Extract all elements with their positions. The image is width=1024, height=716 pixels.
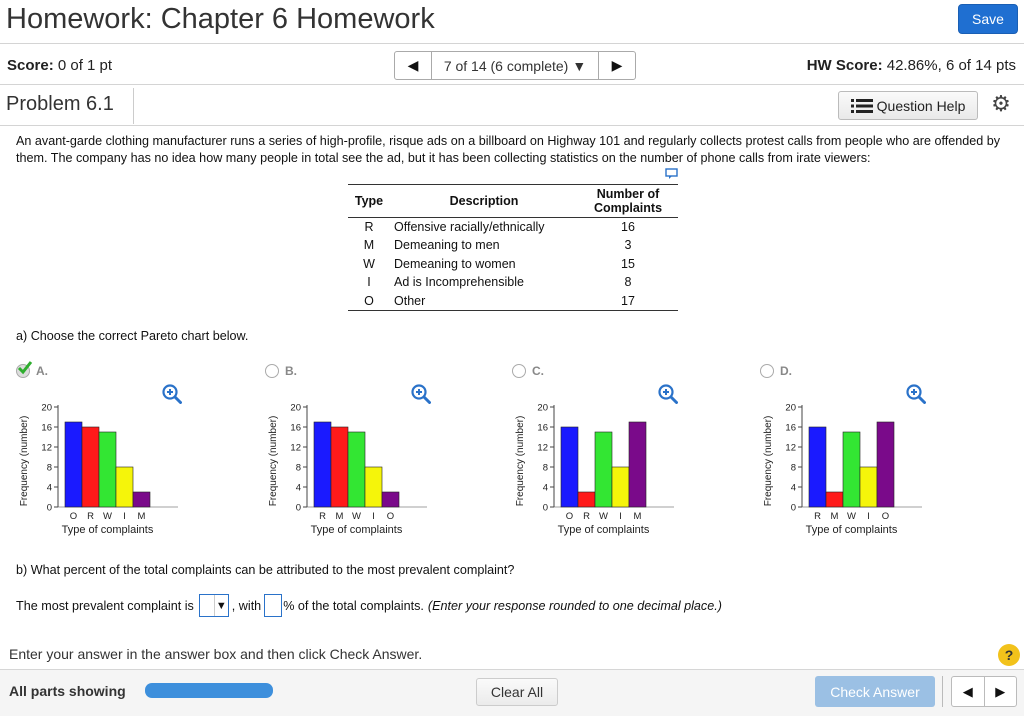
- description-cell: Demeaning to men: [394, 238, 500, 253]
- x-tick-label: M: [335, 511, 344, 522]
- score-display: [7, 57, 112, 74]
- bar: [382, 492, 399, 507]
- column-header: Description: [390, 185, 578, 218]
- x-tick-label: W: [847, 511, 856, 522]
- x-tick-label: W: [599, 511, 608, 522]
- gear-icon[interactable]: ⚙: [991, 91, 1011, 116]
- prev-question-button[interactable]: ◀: [407, 57, 419, 73]
- y-tick-label: 8: [46, 462, 52, 474]
- description-cell: Offensive racially/ethnically: [394, 220, 545, 234]
- count-cell: 16: [621, 220, 635, 234]
- y-tick-label: 4: [295, 482, 301, 494]
- question-navigator: [394, 51, 636, 80]
- chart-option-b[interactable]: [265, 362, 505, 547]
- x-tick-label: O: [69, 511, 78, 522]
- option-label: C.: [532, 364, 544, 378]
- y-tick-label: 8: [295, 462, 301, 474]
- answer-text-before: The most prevalent complaint is: [16, 598, 194, 613]
- bar: [578, 492, 595, 507]
- table-row: [348, 218, 678, 237]
- x-tick-label: I: [867, 511, 870, 522]
- dropdown-arrow-icon: ▼: [572, 57, 587, 74]
- hw-score-value: 42.86%, 6 of 14 pts: [886, 57, 1016, 74]
- chart-option-c[interactable]: [512, 362, 752, 547]
- x-axis-label: Type of complaints: [310, 524, 403, 536]
- pareto-chart: [16, 394, 181, 544]
- y-tick-label: 0: [295, 502, 301, 514]
- column-header: Type: [348, 185, 390, 218]
- bar: [314, 422, 331, 507]
- y-tick-label: 16: [41, 422, 52, 434]
- bar: [348, 432, 365, 507]
- question-help-label: Question Help: [876, 97, 966, 114]
- y-tick-label: 12: [41, 442, 52, 454]
- chart-option-d[interactable]: [760, 362, 1000, 547]
- y-tick-label: 8: [542, 462, 548, 474]
- y-tick-label: 0: [542, 502, 548, 514]
- x-tick-label: R: [814, 511, 821, 522]
- progress-bar: [145, 683, 273, 698]
- part-a-question: a) Choose the correct Pareto chart below.: [16, 329, 249, 343]
- type-cell: W: [363, 256, 375, 271]
- chart-option-a[interactable]: [16, 362, 256, 547]
- type-cell: O: [348, 292, 390, 311]
- table-row: [348, 273, 678, 292]
- list-icon: [851, 99, 873, 113]
- pareto-chart: [265, 394, 430, 544]
- save-button[interactable]: Save: [958, 4, 1018, 34]
- divider: [133, 88, 134, 124]
- help-icon[interactable]: ?: [998, 644, 1020, 666]
- option-radio[interactable]: [512, 364, 526, 378]
- question-selector[interactable]: [431, 52, 599, 79]
- x-axis-label: Type of complaints: [805, 524, 898, 536]
- part-b-question: b) What percent of the total complaints can be attributed to the most prevalent complaint?: [16, 563, 515, 577]
- type-cell: M: [363, 238, 375, 253]
- complaint-dropdown[interactable]: [199, 594, 229, 617]
- y-tick-label: 16: [537, 422, 548, 434]
- problem-title: Problem 6.1: [6, 93, 114, 115]
- answer-text-after: % of the total complaints.: [283, 598, 424, 613]
- y-tick-label: 16: [785, 422, 796, 434]
- option-label: D.: [780, 364, 792, 378]
- y-tick-label: 20: [537, 402, 548, 414]
- x-axis-label: Type of complaints: [557, 524, 650, 536]
- hw-score-display: [807, 57, 1016, 74]
- footer-question-nav: [951, 676, 1017, 707]
- bar: [629, 422, 646, 507]
- y-tick-label: 0: [46, 502, 52, 514]
- x-tick-label: I: [123, 511, 126, 522]
- score-value: 0 of 1 pt: [57, 57, 113, 74]
- bar: [133, 492, 150, 507]
- description-cell: Other: [390, 292, 578, 311]
- x-tick-label: M: [830, 511, 839, 522]
- bar: [82, 427, 99, 507]
- option-radio[interactable]: [265, 364, 279, 378]
- divider: [0, 125, 1024, 126]
- bar: [809, 427, 826, 507]
- divider: [0, 84, 1024, 85]
- x-tick-label: M: [633, 511, 642, 522]
- dropdown-arrow-icon: ▼: [214, 595, 228, 616]
- table-header-row: [348, 185, 678, 218]
- question-nav-label: 7 of 14 (6 complete): [443, 57, 569, 74]
- bar: [116, 467, 133, 507]
- bar: [826, 492, 843, 507]
- answer-text-middle: , with: [231, 598, 262, 613]
- option-label: B.: [285, 364, 297, 378]
- pareto-chart: [512, 394, 677, 544]
- option-radio[interactable]: [760, 364, 774, 378]
- bar: [843, 432, 860, 507]
- x-axis-label: Type of complaints: [61, 524, 154, 536]
- bar: [331, 427, 348, 507]
- type-cell: I: [367, 275, 371, 290]
- bar: [99, 432, 116, 507]
- answer-line: [16, 594, 722, 617]
- y-tick-label: 12: [290, 442, 301, 454]
- pareto-chart: [760, 394, 925, 544]
- footer-prev-button[interactable]: ◀: [952, 677, 985, 706]
- table-row: [348, 236, 678, 255]
- x-tick-label: W: [103, 511, 112, 522]
- bar: [595, 432, 612, 507]
- x-tick-label: I: [619, 511, 622, 522]
- description-cell: Ad is Incomprehensible: [394, 275, 524, 290]
- x-tick-label: R: [319, 511, 326, 522]
- bar: [561, 427, 578, 507]
- type-cell: R: [364, 220, 374, 234]
- bar: [612, 467, 629, 507]
- y-tick-label: 12: [537, 442, 548, 454]
- table-row: [348, 255, 678, 274]
- footer-next-button[interactable]: ▶: [995, 683, 1006, 699]
- x-tick-label: I: [372, 511, 375, 522]
- x-tick-label: R: [583, 511, 590, 522]
- count-cell: 15: [621, 256, 635, 271]
- all-parts-label: All parts showing: [9, 683, 126, 699]
- y-axis-label: Frequency (number): [268, 415, 279, 507]
- divider: [0, 43, 1024, 44]
- y-tick-label: 0: [790, 502, 796, 514]
- y-axis-label: Frequency (number): [515, 415, 526, 507]
- complaints-table: [348, 184, 678, 311]
- answer-hint: (Enter your response rounded to one decimal place.): [427, 598, 722, 613]
- x-tick-label: R: [87, 511, 94, 522]
- count-cell: 3: [624, 238, 632, 253]
- bar: [860, 467, 877, 507]
- x-tick-label: W: [352, 511, 361, 522]
- x-tick-label: O: [565, 511, 574, 522]
- y-tick-label: 12: [785, 442, 796, 454]
- column-header: Number of Complaints: [578, 185, 678, 218]
- bar: [65, 422, 82, 507]
- y-tick-label: 20: [785, 402, 796, 414]
- copy-table-icon[interactable]: [665, 168, 679, 180]
- y-tick-label: 20: [290, 402, 301, 414]
- x-tick-label: O: [386, 511, 395, 522]
- description-cell: Demeaning to women: [394, 256, 516, 271]
- bar: [877, 422, 894, 507]
- instruction-text: Enter your answer in the answer box and then click Check Answer.: [9, 646, 423, 662]
- y-tick-label: 16: [290, 422, 301, 434]
- count-cell: 17: [578, 292, 678, 311]
- page-title: Homework: Chapter 6 Homework: [6, 3, 435, 35]
- divider: [942, 676, 943, 707]
- y-tick-label: 20: [41, 402, 52, 414]
- checkmark-icon: [16, 360, 34, 376]
- y-axis-label: Frequency (number): [19, 415, 30, 507]
- clear-all-button[interactable]: Clear All: [476, 678, 558, 706]
- table-row: [348, 292, 678, 311]
- check-answer-button[interactable]: Check Answer: [815, 676, 935, 707]
- y-tick-label: 8: [790, 462, 796, 474]
- problem-prompt: An avant-garde clothing manufacturer runs a series of high-profile, risque ads on a billboard on Highway 101 and regularly collects protest calls from people who are offended by them. The company has no idea how many people in total see the ad, but it has been collecting statistics on the number of phone calls from irate viewers:: [16, 134, 1001, 165]
- y-tick-label: 4: [46, 482, 52, 494]
- next-question-button[interactable]: ▶: [611, 57, 623, 73]
- y-tick-label: 4: [790, 482, 796, 494]
- count-cell: 8: [624, 275, 632, 290]
- score-label: Score:: [7, 57, 54, 74]
- question-help-button[interactable]: [838, 91, 978, 120]
- y-axis-label: Frequency (number): [763, 415, 774, 507]
- bar: [365, 467, 382, 507]
- option-label: A.: [36, 364, 48, 378]
- option-radio[interactable]: [16, 364, 30, 378]
- percent-input[interactable]: [264, 594, 282, 617]
- x-tick-label: O: [881, 511, 890, 522]
- x-tick-label: M: [137, 511, 146, 522]
- hw-score-label: HW Score:: [806, 57, 883, 74]
- y-tick-label: 4: [542, 482, 548, 494]
